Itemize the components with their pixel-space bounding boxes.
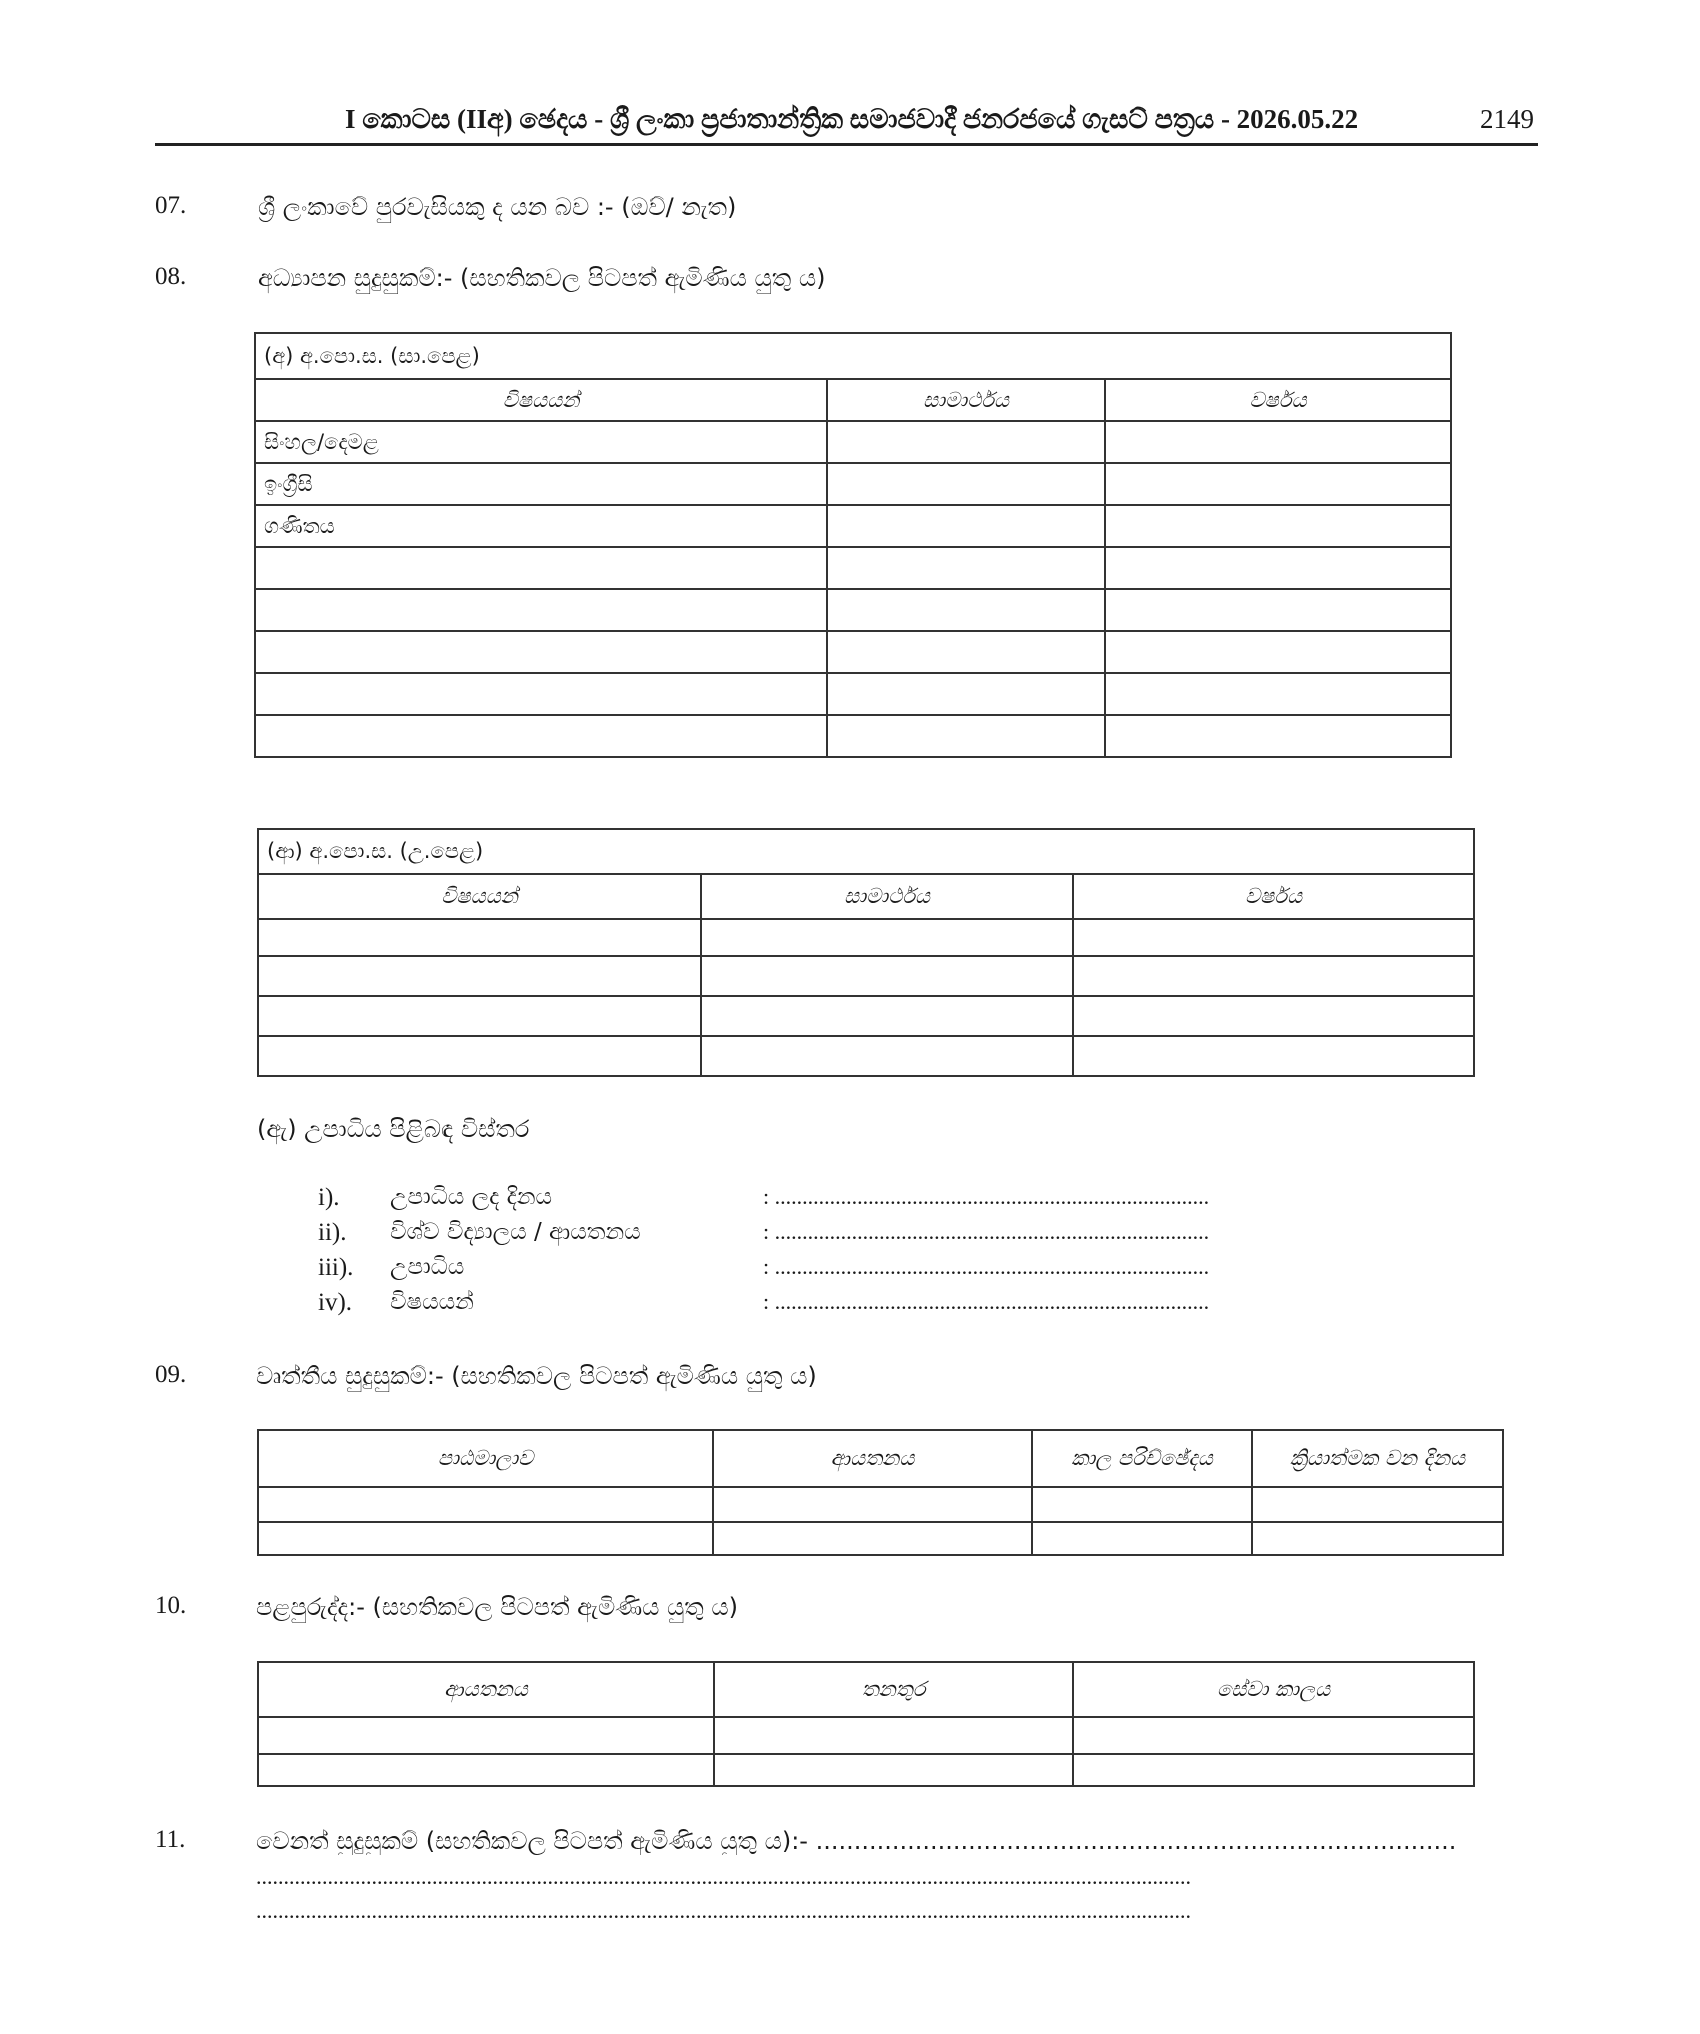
degree-item-number: iii). [318, 1254, 354, 1281]
prof-period-cell[interactable] [1032, 1522, 1252, 1555]
al-table-caption: (ආ) අ.පො.ස. (උ.පෙළ) [258, 829, 1474, 874]
ol-pass-cell[interactable] [827, 547, 1105, 589]
al-header-subjects: විෂයයන් [258, 874, 701, 919]
prof-header-institute: ආයතනය [713, 1430, 1032, 1487]
al-year-cell[interactable] [1073, 1036, 1474, 1076]
professional-qualifications-table [257, 1429, 1504, 1556]
ol-subject-cell[interactable] [255, 715, 827, 757]
gazette-header-title: I කොටස (IIඅ) ඡෙදය - ශ්‍රී ලංකා ප්‍රජාතාන්ත්‍රික සමාජවාදී ජනරජයේ ගැසට් පත්‍රය - 2026.05.22 [345, 104, 1359, 134]
al-subject-cell[interactable] [258, 996, 701, 1036]
prof-date-cell[interactable] [1252, 1487, 1503, 1522]
header-divider [155, 143, 1538, 146]
item-07-text: ශ්‍රී ලංකාවේ පුරවැසියකු ද යන බව :- (ඔව්/ නැත) [258, 193, 737, 221]
al-header-year: වර්ෂය [1073, 874, 1474, 919]
prof-course-cell[interactable] [258, 1522, 713, 1555]
ol-year-cell[interactable] [1105, 421, 1451, 463]
prof-institute-cell[interactable] [713, 1522, 1032, 1555]
item-11-number: 11. [155, 1826, 186, 1853]
degree-date-field[interactable]: : ............................................................................... [763, 1184, 1210, 1209]
degree-item-number: ii). [318, 1219, 347, 1246]
prof-date-cell[interactable] [1252, 1522, 1503, 1555]
degree-details-title: (ඇ) උපාධිය පිළිබඳ විස්තර [257, 1115, 530, 1143]
prof-period-cell[interactable] [1032, 1487, 1252, 1522]
ol-pass-cell[interactable] [827, 715, 1105, 757]
degree-item-number: iv). [318, 1289, 353, 1316]
ol-pass-cell[interactable] [827, 589, 1105, 631]
ol-year-cell[interactable] [1105, 505, 1451, 547]
degree-item-label: විෂයයන් [390, 1289, 474, 1315]
prof-header-course: පාඨමාලාව [258, 1430, 713, 1487]
exp-header-service-period: සේවා කාලය [1073, 1662, 1474, 1717]
prof-header-effective-date: ක්‍රියාත්මක වන දිනය [1252, 1430, 1503, 1487]
al-pass-cell[interactable] [701, 996, 1073, 1036]
ol-subject-cell[interactable] [255, 547, 827, 589]
degree-item-label: විශ්ව විද්‍යාලය / ආයතනය [390, 1219, 641, 1245]
exp-period-cell[interactable] [1073, 1754, 1474, 1786]
item-08-text: අධ්‍යාපන සුදුසුකම්:- (සහතිකවල පිටපත් ඇමිණිය යුතු ය) [258, 264, 826, 292]
degree-item-number: i). [318, 1184, 340, 1211]
degree-item-label: උපාධිය [390, 1254, 465, 1280]
al-year-cell[interactable] [1073, 919, 1474, 956]
ol-subject-cell: සිංහල/දෙමළ [255, 421, 827, 463]
al-results-table [257, 828, 1475, 1077]
al-subject-cell[interactable] [258, 1036, 701, 1076]
exp-header-position: තනතුර [714, 1662, 1073, 1717]
page-number: 2149 [1480, 104, 1534, 134]
item-11-text[interactable]: වෙනත් සුදුසුකම් (සහතිකවල පිටපත් ඇමිණිය යුතු ය):- .................................................................................... [256, 1827, 1457, 1855]
ol-results-table [254, 332, 1452, 758]
experience-table [257, 1661, 1475, 1787]
degree-subjects-field[interactable]: : ............................................................................... [763, 1289, 1210, 1314]
ol-year-cell[interactable] [1105, 673, 1451, 715]
prof-header-period: කාල පරිච්ඡේදය [1032, 1430, 1252, 1487]
degree-item-label: උපාධිය ලද දිනය [390, 1184, 553, 1210]
ol-subject-cell: ඉංග්‍රීසි [255, 463, 827, 505]
ol-pass-cell[interactable] [827, 631, 1105, 673]
al-subject-cell[interactable] [258, 919, 701, 956]
degree-name-row [318, 1254, 1378, 1286]
exp-header-institute: ආයතනය [258, 1662, 714, 1717]
ol-pass-cell[interactable] [827, 505, 1105, 547]
item-09-number: 09. [155, 1361, 187, 1388]
ol-header-subjects: විෂයයන් [255, 379, 827, 421]
other-qualifications-line[interactable]: .......................................................................................................................................................................... [256, 1864, 1191, 1889]
al-pass-cell[interactable] [701, 956, 1073, 996]
prof-course-cell[interactable] [258, 1487, 713, 1522]
item-10-text: පළපුරුද්ද:- (සහතිකවල පිටපත් ඇමිණිය යුතු ය) [256, 1593, 739, 1621]
exp-institute-cell[interactable] [258, 1717, 714, 1754]
other-qualifications-line[interactable]: .......................................................................................................................................................................... [256, 1898, 1191, 1923]
ol-year-cell[interactable] [1105, 631, 1451, 673]
al-year-cell[interactable] [1073, 996, 1474, 1036]
ol-subject-cell[interactable] [255, 589, 827, 631]
degree-subjects-row [318, 1289, 1378, 1321]
ol-year-cell[interactable] [1105, 715, 1451, 757]
ol-subject-cell[interactable] [255, 673, 827, 715]
degree-university-row [318, 1219, 1378, 1251]
ol-year-cell[interactable] [1105, 547, 1451, 589]
ol-subject-cell: ගණිතය [255, 505, 827, 547]
degree-name-field[interactable]: : ............................................................................... [763, 1254, 1210, 1279]
ol-pass-cell[interactable] [827, 673, 1105, 715]
ol-header-year: වර්ෂය [1105, 379, 1451, 421]
item-07-number: 07. [155, 192, 187, 219]
ol-pass-cell[interactable] [827, 463, 1105, 505]
al-pass-cell[interactable] [701, 1036, 1073, 1076]
al-subject-cell[interactable] [258, 956, 701, 996]
ol-year-cell[interactable] [1105, 463, 1451, 505]
item-09-text: වෘත්තීය සුදුසුකම්:- (සහතිකවල පිටපත් ඇමිණිය යුතු ය) [256, 1362, 817, 1390]
degree-date-row [318, 1184, 1378, 1216]
al-year-cell[interactable] [1073, 956, 1474, 996]
al-header-pass: සාමාර්ථය [701, 874, 1073, 919]
exp-position-cell[interactable] [714, 1754, 1073, 1786]
ol-header-pass: සාමාර්ථය [827, 379, 1105, 421]
exp-position-cell[interactable] [714, 1717, 1073, 1754]
prof-institute-cell[interactable] [713, 1487, 1032, 1522]
item-10-number: 10. [155, 1592, 187, 1619]
ol-subject-cell[interactable] [255, 631, 827, 673]
exp-period-cell[interactable] [1073, 1717, 1474, 1754]
exp-institute-cell[interactable] [258, 1754, 714, 1786]
item-08-number: 08. [155, 263, 187, 290]
al-pass-cell[interactable] [701, 919, 1073, 956]
ol-year-cell[interactable] [1105, 589, 1451, 631]
ol-table-caption: (අ) අ.පො.ස. (සා.පෙළ) [255, 333, 1451, 379]
ol-pass-cell[interactable] [827, 421, 1105, 463]
degree-university-field[interactable]: : ............................................................................... [763, 1219, 1210, 1244]
